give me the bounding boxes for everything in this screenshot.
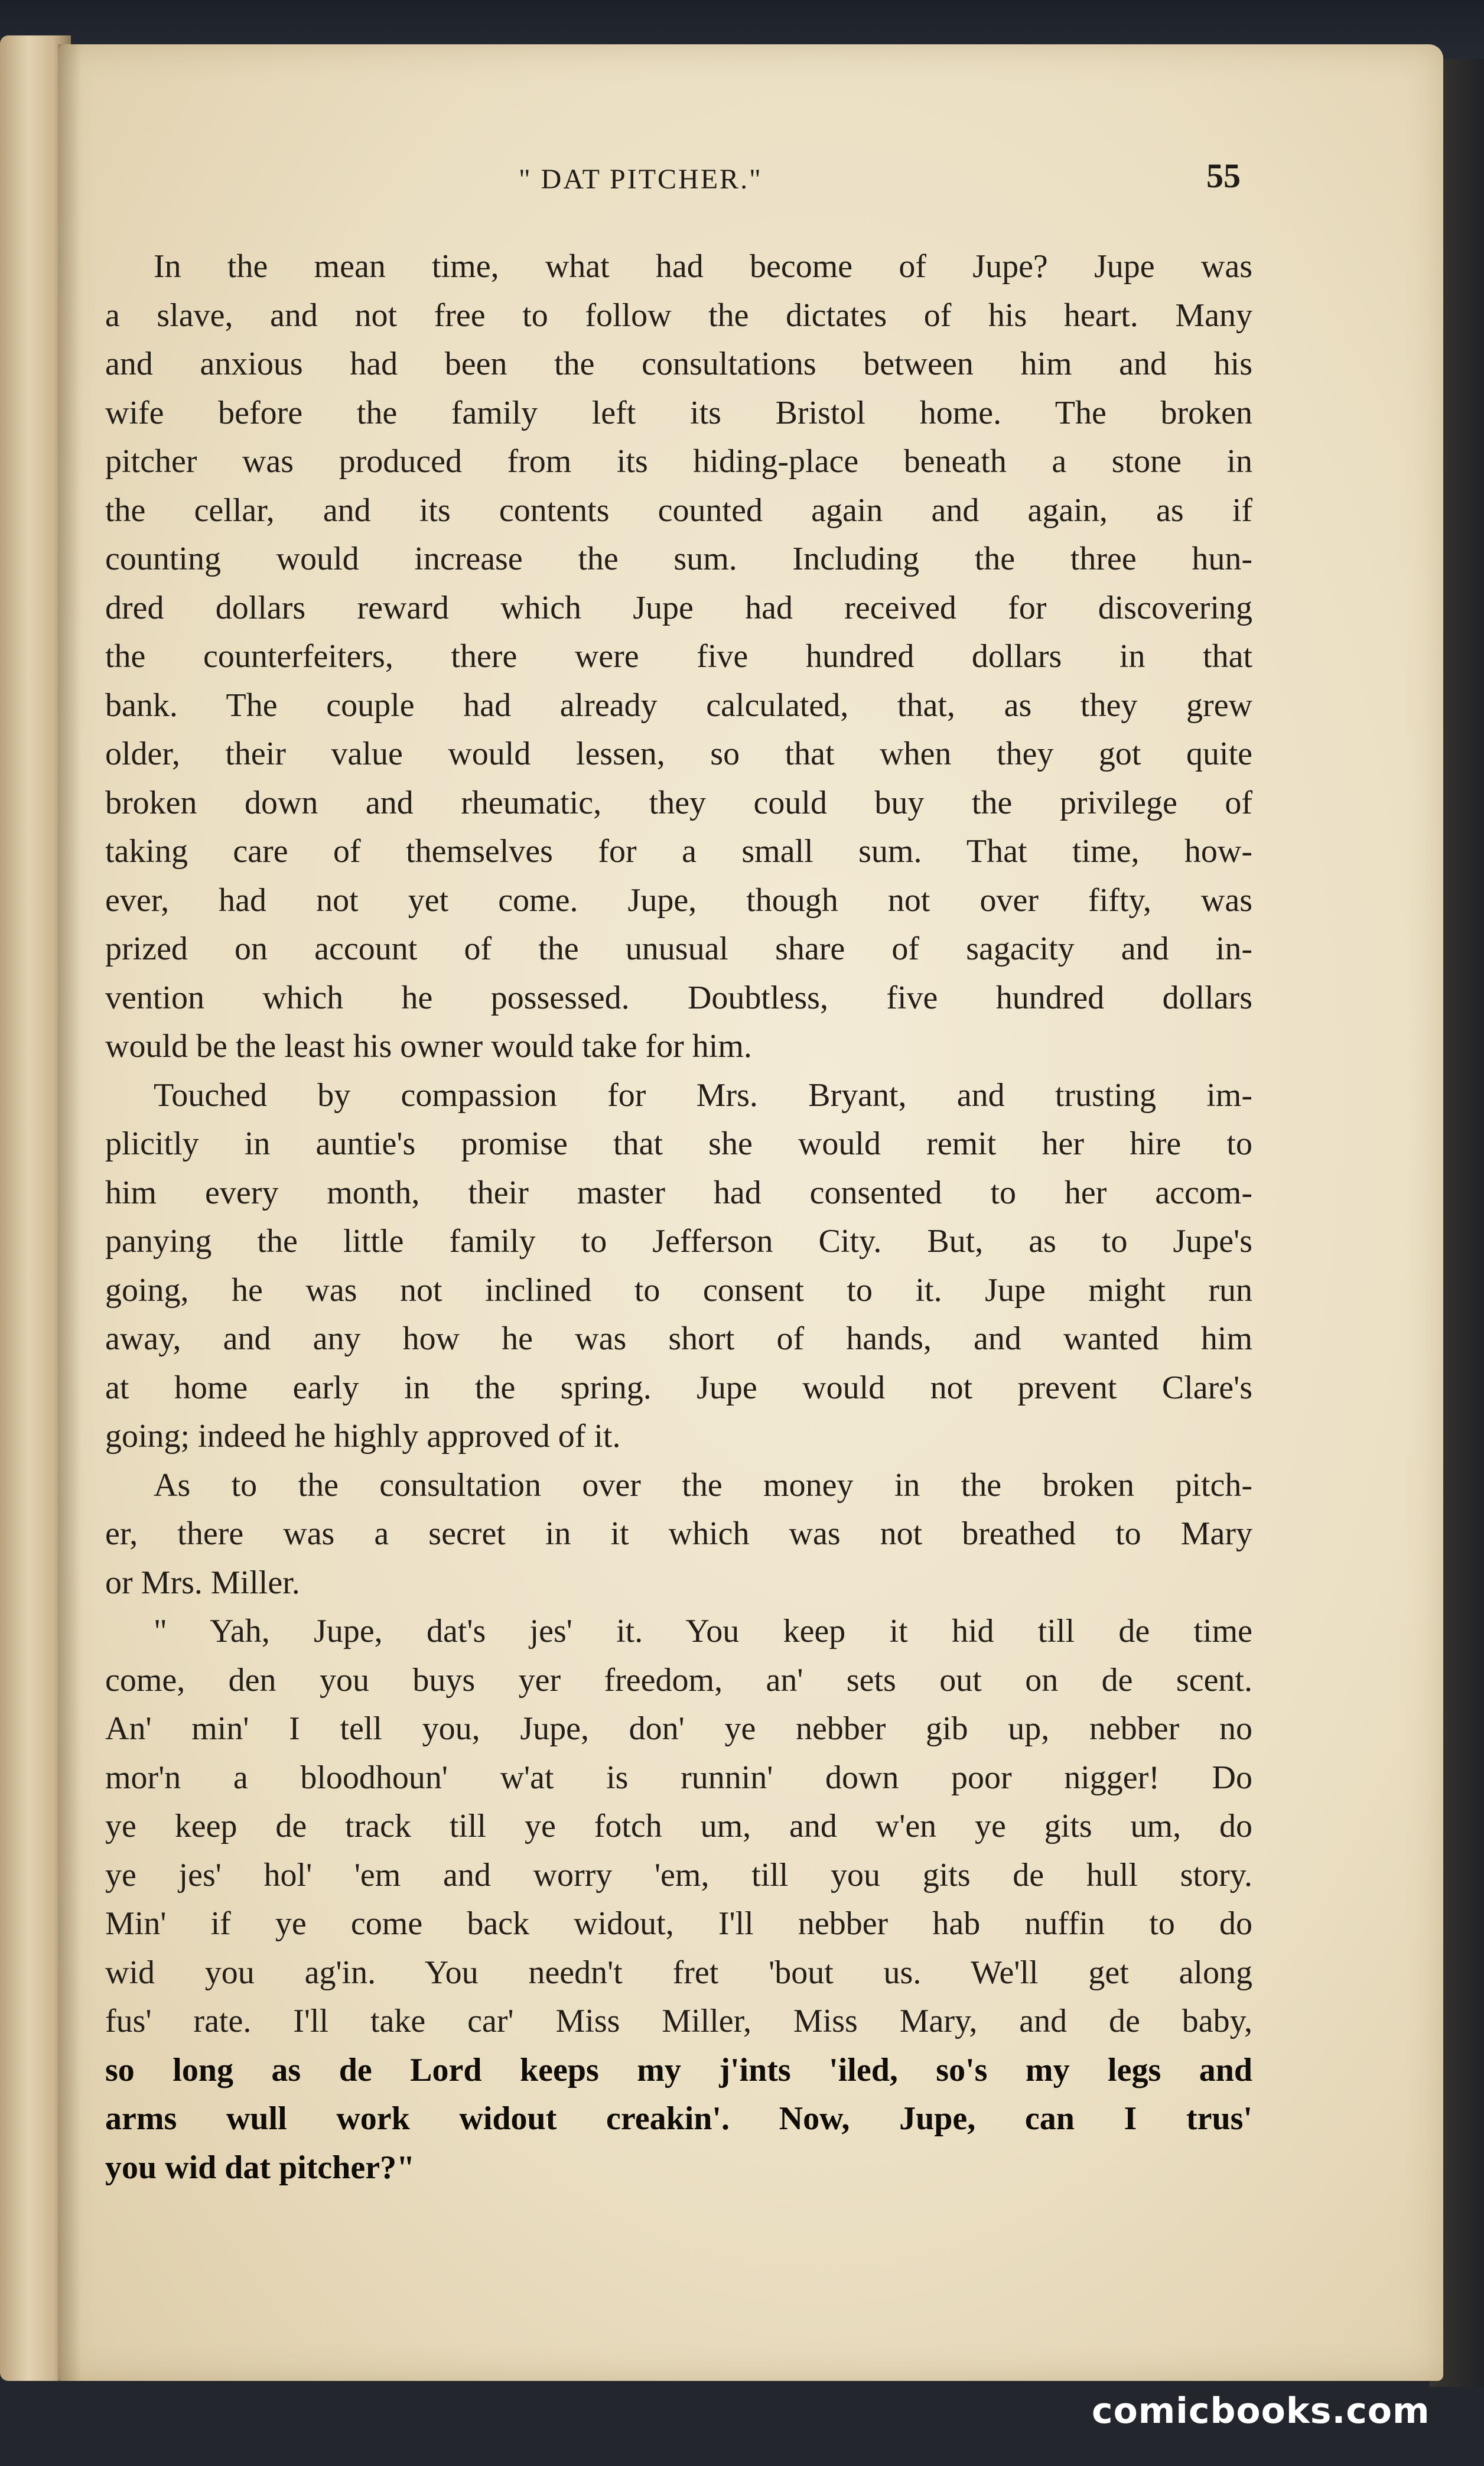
text-line: away, and any how he was short of hands, and wanted him: [105, 1320, 1252, 1357]
text-line: In the mean time, what had become of Jupe? Jupe was: [154, 248, 1252, 285]
paragraph-4: [105, 1607, 1252, 2192]
text-line: As to the consultation over the money in the broken pitch-: [154, 1466, 1252, 1504]
text-line: counting would increase the sum. Including the three hun-: [105, 541, 1252, 577]
text-line: the counterfeiters, there were five hundred dollars in that: [105, 638, 1252, 675]
text-line: panying the little family to Jefferson City. But, as to Jupe's: [105, 1223, 1252, 1260]
text-line: ye keep de track till ye fotch um, and w'en ye gits um, do: [105, 1808, 1252, 1844]
text-line: would be the least his owner would take for him.: [105, 1028, 752, 1065]
text-line: " Yah, Jupe, dat's jes' it. You keep it hid till de time: [154, 1613, 1252, 1650]
paragraph-1: [105, 242, 1252, 1071]
page-number: 55: [1206, 157, 1241, 195]
text-line: pitcher was produced from its hiding-place beneath a stone in: [105, 443, 1252, 480]
text-line: at home early in the spring. Jupe would not prevent Clare's: [105, 1369, 1252, 1406]
text-line: him every month, their master had consented to her accom-: [105, 1174, 1252, 1211]
text-line: wife before the family left its Bristol home. The broken: [105, 394, 1252, 431]
paragraph-3: [105, 1461, 1252, 1608]
text-line: er, there was a secret in it which was not breathed to Mary: [105, 1515, 1252, 1552]
running-head: " DAT PITCHER.": [519, 164, 763, 195]
text-line: ever, had not yet come. Jupe, though not over fifty, was: [105, 881, 1252, 919]
text-line: arms wull work widout creakin'. Now, Jupe, can I trus': [105, 2100, 1252, 2137]
text-line: you wid dat pitcher?": [105, 2149, 415, 2186]
text-line: fus' rate. I'll take car' Miss Miller, Miss Mary, and de baby,: [105, 2003, 1252, 2039]
paragraph-2: [105, 1071, 1252, 1461]
text-line: a slave, and not free to follow the dictates of his heart. Many: [105, 297, 1252, 334]
text-line: broken down and rheumatic, they could buy the privilege of: [105, 784, 1252, 821]
text-line: Touched by compassion for Mrs. Bryant, and trusting im-: [154, 1076, 1252, 1114]
text-line: plicitly in auntie's promise that she would remit her hire to: [105, 1125, 1252, 1162]
text-line: taking care of themselves for a small sum. That time, how-: [105, 833, 1252, 870]
text-line: Min' if ye come back widout, I'll nebber hab nuffin to do: [105, 1905, 1252, 1942]
page-gutter: [58, 44, 82, 2381]
page-body: [105, 242, 1252, 2192]
text-line: vention which he possessed. Doubtless, five hundred dollars: [105, 979, 1252, 1016]
watermark: comicbooks.com: [1092, 2390, 1430, 2432]
text-line: wid you ag'in. You needn't fret 'bout us. We'll get along: [105, 1954, 1252, 1991]
text-line: come, den you buys yer freedom, an' sets out on de scent.: [105, 1661, 1252, 1699]
text-line: older, their value would lessen, so that when they got quite: [105, 736, 1252, 772]
text-line: prized on account of the unusual share of sagacity and in-: [105, 931, 1252, 967]
text-line: and anxious had been the consultations between him and his: [105, 346, 1252, 382]
text-line: going; indeed he highly approved of it.: [105, 1418, 621, 1455]
text-line: bank. The couple had already calculated, that, as they grew: [105, 687, 1252, 724]
text-line: going, he was not inclined to consent to it. Jupe might run: [105, 1271, 1252, 1309]
text-line: the cellar, and its contents counted again and again, as if: [105, 492, 1252, 529]
text-line: ye jes' hol' 'em and worry 'em, till you gits de hull story.: [105, 1856, 1252, 1894]
text-line: so long as de Lord keeps my j'ints 'iled, so's my legs and: [105, 2051, 1252, 2088]
text-line: or Mrs. Miller.: [105, 1564, 300, 1601]
text-line: An' min' I tell you, Jupe, don' ye nebber gib up, nebber no: [105, 1710, 1252, 1747]
text-line: mor'n a bloodhoun' w'at is runnin' down poor nigger! Do: [105, 1759, 1252, 1796]
text-line: dred dollars reward which Jupe had received for discovering: [105, 589, 1252, 626]
